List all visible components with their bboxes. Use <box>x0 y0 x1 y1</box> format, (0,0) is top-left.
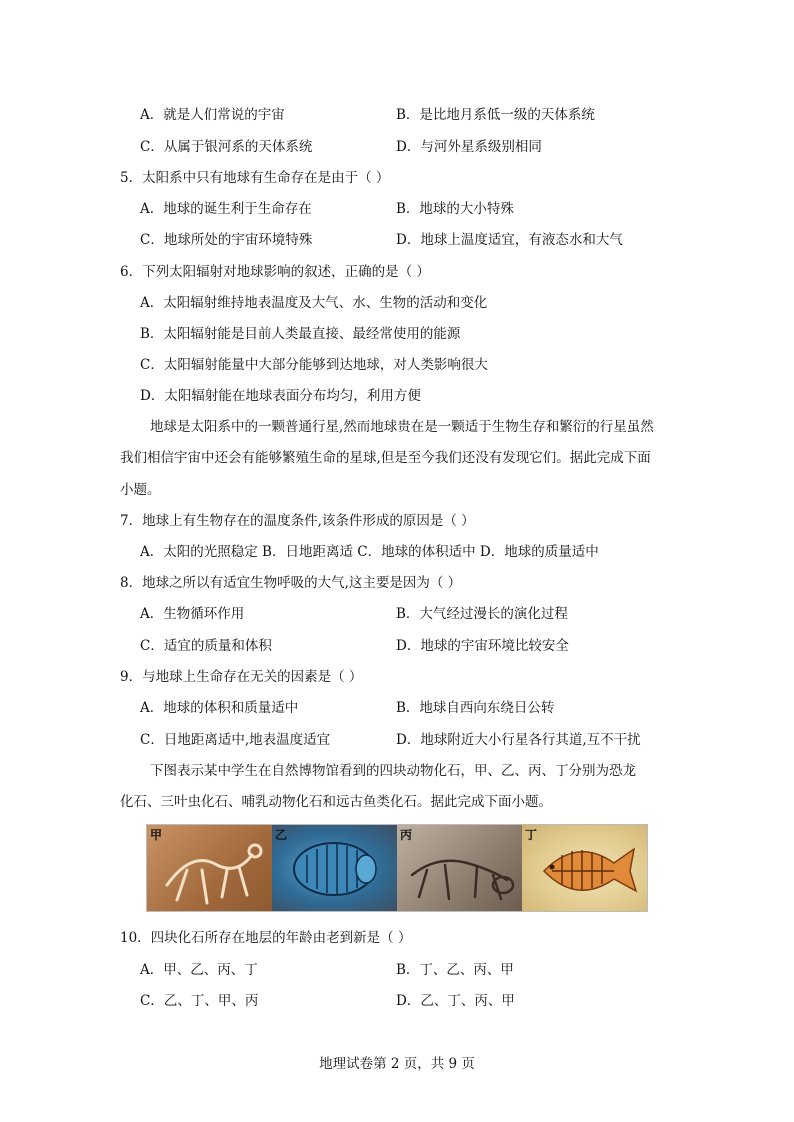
q7-stem: 7．地球上有生物存在的温度条件,该条件形成的原因是（ ） <box>120 513 475 529</box>
q8-option-a: A．生物循环作用 <box>140 606 245 622</box>
passage1-line1: 地球是太阳系中的一颗普通行星,然而地球贵在是一颗适于生物生存和繁衍的行星虽然 <box>150 419 654 435</box>
q4-option-d: D．与河外星系级别相同 <box>396 139 542 155</box>
q6-option-d: D．太阳辐射能在地球表面分布均匀，利用方便 <box>140 388 421 404</box>
q6-option-b: B．太阳辐射能是目前人类最直接、最经常使用的能源 <box>140 326 461 342</box>
q10-stem: 10．四块化石所存在地层的年龄由老到新是（ ） <box>120 930 412 946</box>
q9-stem: 9．与地球上生命存在无关的因素是（ ） <box>120 669 363 685</box>
page-footer: 地理试卷第 2 页，共 9 页 <box>319 1056 475 1072</box>
fossil-label-yi: 乙 <box>275 828 288 842</box>
passage2-line1: 下图表示某中学生在自然博物馆看到的四块动物化石，甲、乙、丙、丁分别为恐龙 <box>150 763 636 779</box>
q8-stem: 8．地球之所以有适宜生物呼吸的大气,这主要是因为（ ） <box>120 575 462 591</box>
fossil-label-jia: 甲 <box>150 828 163 842</box>
q5-option-b: B．地球的大小特殊 <box>396 201 514 217</box>
q9-option-a: A．地球的体积和质量适中 <box>140 700 299 716</box>
q8-option-b: B．大气经过漫长的演化过程 <box>396 606 568 622</box>
q4-option-b: B．是比地月系低一级的天体系统 <box>396 107 595 123</box>
passage1-line2: 我们相信宇宙中还会有能够繁殖生命的星球,但是至今我们还没有发现它们。据此完成下面 <box>120 450 651 466</box>
passage1-line3: 小题。 <box>120 482 161 498</box>
q5-option-c: C．地球所处的宇宙环境特殊 <box>140 232 313 248</box>
fossil-label-ding: 丁 <box>525 828 538 842</box>
q4-option-c: C．从属于银河系的天体系统 <box>140 139 313 155</box>
fish-fossil-icon <box>522 825 647 911</box>
q9-option-c: C．日地距离适中,地表温度适宜 <box>140 732 331 748</box>
q6-option-a: A．太阳辐射维持地表温度及大气、水、生物的活动和变化 <box>140 295 488 311</box>
dinosaur-fossil-icon <box>147 825 272 911</box>
q8-option-c: C．适宜的质量和体积 <box>140 638 272 654</box>
q5-stem: 5．太阳系中只有地球有生命存在是由于（ ） <box>120 170 390 186</box>
q10-option-a: A．甲、乙、丙、丁 <box>140 962 258 978</box>
q10-option-d: D．乙、丁、丙、甲 <box>396 993 515 1009</box>
fossil-image-strip <box>146 824 648 912</box>
fossil-label-bing: 丙 <box>400 828 413 842</box>
q10-option-b: B．丁、乙、丙、甲 <box>396 962 514 978</box>
q7-options: A．太阳的光照稳定 B．日地距离适 C．地球的体积适中 D．地球的质量适中 <box>140 544 599 560</box>
mammal-fossil-icon <box>397 825 522 911</box>
q5-option-d: D．地球上温度适宜，有液态水和大气 <box>396 232 623 248</box>
q4-option-a: A．就是人们常说的宇宙 <box>140 107 285 123</box>
passage2-line2: 化石、三叶虫化石、哺乳动物化石和远古鱼类化石。据此完成下面小题。 <box>120 794 552 810</box>
q8-option-d: D．地球的宇宙环境比较安全 <box>396 638 569 654</box>
trilobite-fossil-icon <box>272 825 397 911</box>
q5-option-a: A．地球的诞生利于生命存在 <box>140 201 312 217</box>
q9-option-d: D．地球附近大小行星各行其道,互不干扰 <box>396 732 641 748</box>
q6-option-c: C．太阳辐射能量中大部分能够到达地球，对人类影响很大 <box>140 357 488 373</box>
q6-stem: 6．下列太阳辐射对地球影响的叙述，正确的是（ ） <box>120 264 430 280</box>
q10-option-c: C．乙、丁、甲、丙 <box>140 993 259 1009</box>
q9-option-b: B．地球自西向东绕日公转 <box>396 700 555 716</box>
